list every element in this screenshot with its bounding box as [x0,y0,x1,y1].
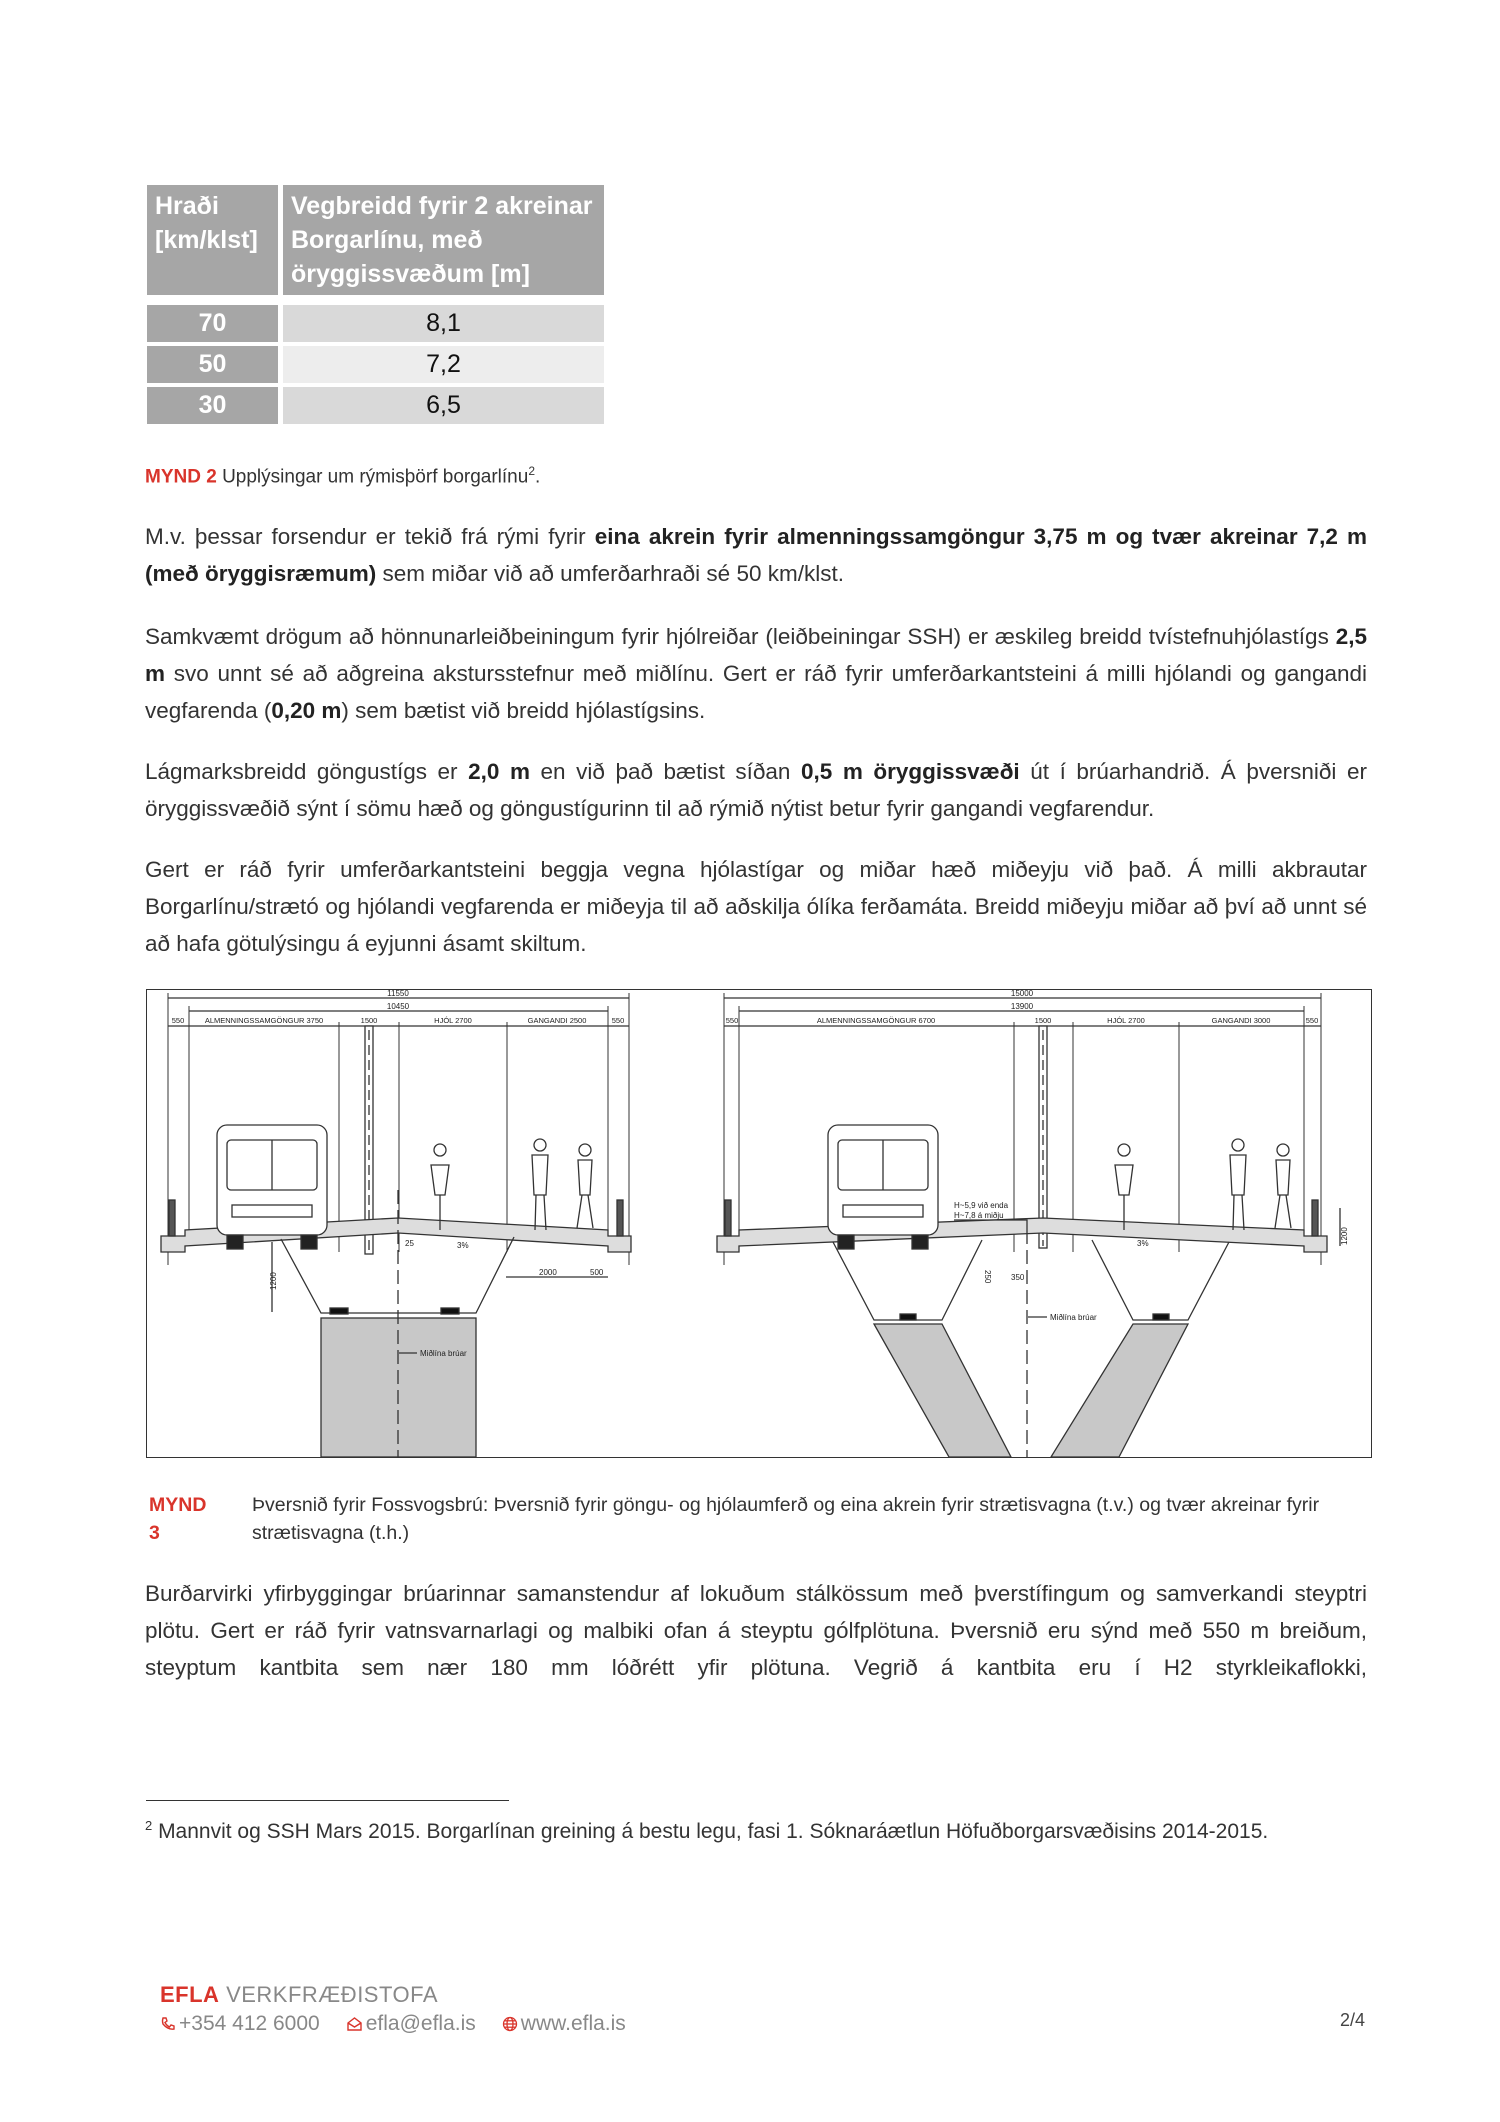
dim-inner: 10450 [386,1002,410,1011]
figure-2-caption [145,464,540,488]
slope-label: 3% [1137,1239,1149,1248]
dim-depth: 1200 [269,1272,278,1290]
paragraph [145,518,1367,592]
bold-text: eina akrein fyrir almenningssamgöngur 3,75 m og tvær akreinar 7,2 m (með öryggisræmum) [145,524,1368,586]
table-row [147,346,604,383]
text-run: út í brúarhandrið. Á þversniði er öryggissvæðið sýnt í sömu hæð og göngustígurinn til að rýmið nýtist betur fyrir gangandi vegfarendur. [145,759,1367,821]
speed-cell: 30 [147,387,278,424]
email-contact[interactable] [346,2012,476,2036]
paragraph [145,851,1367,962]
phone-number: +354 412 6000 [179,2012,320,2035]
width-cell: 7,2 [283,346,604,383]
dim-segment: GANGANDI 3000 [1211,1016,1271,1025]
pedestrian-icon [1275,1144,1291,1228]
height-note: H~5,9 við enda [954,1201,1009,1210]
table-row [147,387,604,424]
paragraph [145,1575,1367,1686]
website-link[interactable]: www.efla.is [520,2012,626,2035]
brand-suffix: VERKFRÆÐISTOFA [219,1982,439,2007]
caption-text: Þversnið fyrir Fossvogsbrú: Þversnið fyrir göngu- og hjólaumferð og eina akrein fyrir strætisvagna (t.v.) og tvær akreinar fyrir strætisvagna (t.h.) [252,1494,1320,1544]
figure-label: MYND 3 [149,1494,207,1544]
page-number: 2/4 [1340,2010,1366,2030]
pedestrian-icon [1230,1139,1246,1230]
bus-icon [828,1125,938,1249]
speed-width-table [142,181,609,428]
dim-segment: 550 [725,1016,739,1025]
width-cell: 6,5 [283,387,604,424]
phone-icon [160,2016,176,2032]
dim-segment: GANGANDI 2500 [527,1016,587,1025]
bold-text: 2,0 m [468,759,530,784]
box-girder-right [1092,1240,1229,1320]
text-run: sem miðar við að umferðarhraði sé 50 km/klst. [376,561,844,586]
bold-text: 0,5 m öryggissvæði [800,759,1020,784]
dim-rail-height: 1200 [1340,1227,1349,1245]
right-cross-section [717,990,1349,1457]
figure-label: MYND 2 [145,466,217,488]
dim-segment: 1500 [1034,1016,1052,1025]
text-run: M.v. þessar forsendur er tekið frá rými fyrir [145,524,595,549]
text-run: Burðarvirki yfirbyggingar brúarinnar samanstendur af lokuðum stálkössum með þverstífingum og samverkandi steyptri plötu. Gert er ráð fyrir vatnsvarnarlagi og malbiki ofan á steyptu gólfplötuna. Þversnið eru sýnd með 550 m breiðum, steyptum kantbita sem nær 180 mm lóðrétt yfir plötuna. Vegrið á kantbita eru í H2 styrkleikaflokki, [145,1581,1367,1680]
box-girder-left [833,1240,982,1320]
cross-section-figure [146,989,1372,1458]
paragraph [145,618,1367,729]
height-note: H~7,8 á miðju [954,1211,1004,1220]
company-logo [160,1982,438,2008]
dim-segment: ALMENNINGSSAMGÖNGUR 3750 [204,1016,324,1025]
dim-segment: 550 [171,1016,185,1025]
cyclist-icon [431,1144,449,1230]
text-run: en við það bætist síðan [529,759,801,784]
header-road-width: Vegbreidd fyrir 2 akreinar Borgarlínu, með öryggissvæðum [m] [283,185,604,295]
text-run: Gert er ráð fyrir umferðarkantsteini beggja vegna hjólastígar og miðar hæð miðeyju við það. Á milli akbrautar Borgarlínu/strætó og hjólandi vegfarenda er miðeyja til að aðskilja ólíka ferðamáta. Breidd miðeyju miðar að því að unnt sé að hafa götulýsingu á eyjunni ásamt skiltum. [145,857,1367,956]
dim-inner: 13900 [1010,1002,1034,1011]
left-cross-section [161,990,631,1457]
bold-text: 0,20 m [271,698,342,723]
width-cell: 8,1 [283,305,604,342]
footer-contacts [160,2012,626,2036]
text-run: ) sem bætist við breidd hjólastígsins. [341,698,706,723]
table-row [147,305,604,342]
bold-text: 2,5 m [145,624,1367,686]
dim-350: 350 [1011,1273,1025,1282]
phone-contact [160,2012,320,2036]
dim-2000: 2000 [539,1268,557,1277]
inclined-pier-right [1051,1324,1188,1457]
dim-250: 250 [983,1270,992,1284]
dim-segment: 550 [611,1016,625,1025]
pedestrian-icon [532,1139,548,1230]
dim-total: 15000 [1010,990,1034,998]
centerline-label: Miðlína brúar [1050,1313,1097,1322]
globe-icon [502,2016,518,2032]
dim-25: 25 [405,1239,414,1248]
speed-cell: 50 [147,346,278,383]
dim-total: 11550 [387,990,409,998]
dim-segment: HJÓL 2700 [434,1016,472,1025]
cyclist-icon [1115,1144,1133,1230]
footnote-number: 2 [145,1818,153,1833]
email-link[interactable]: efla@efla.is [365,2012,476,2035]
footnote-ref: 2 [528,464,535,478]
footnote-divider [146,1800,509,1801]
caption-text: Upplýsingar um rýmisþörf borgarlínu [222,466,529,488]
text-run: Lágmarksbreidd göngustígs er [145,759,469,784]
caption-end: . [535,466,541,488]
bus-icon [217,1125,327,1249]
web-contact[interactable] [502,2012,626,2036]
bridge-deck [717,1218,1327,1252]
brand-name: EFLA [160,1982,220,2007]
dim-segment: 1500 [360,1016,378,1025]
dim-segment: 550 [1305,1016,1319,1025]
paragraph [145,753,1367,827]
text-run: svo unnt sé að aðgreina akstursstefnur með miðlínu. Gert er ráð fyrir umferðarkantsteini á milli hjólandi og gangandi vegfarenda ( [145,661,1367,723]
centerline-label: Miðlína brúar [420,1349,467,1358]
pedestrian-icon [577,1144,593,1228]
inclined-pier-left [874,1324,1011,1457]
dim-segment: HJÓL 2700 [1107,1016,1145,1025]
dim-segment: ALMENNINGSSAMGÖNGUR 6700 [816,1016,936,1025]
mail-icon [346,2016,363,2032]
header-speed: Hraði [km/klst] [147,185,278,295]
dim-500: 500 [590,1268,604,1277]
slope-label: 3% [457,1241,469,1250]
speed-cell: 70 [147,305,278,342]
footnote [145,1818,1268,1844]
footnote-text: Mannvit og SSH Mars 2015. Borgarlínan greining á bestu legu, fasi 1. Sóknaráætlun Höfuðborgarsvæðisins 2014-2015. [152,1820,1269,1843]
text-run: Samkvæmt drögum að hönnunarleiðbeiningum fyrir hjólreiðar (leiðbeiningar SSH) er æskileg breidd tvístefnuhjólastígs [145,624,1336,649]
